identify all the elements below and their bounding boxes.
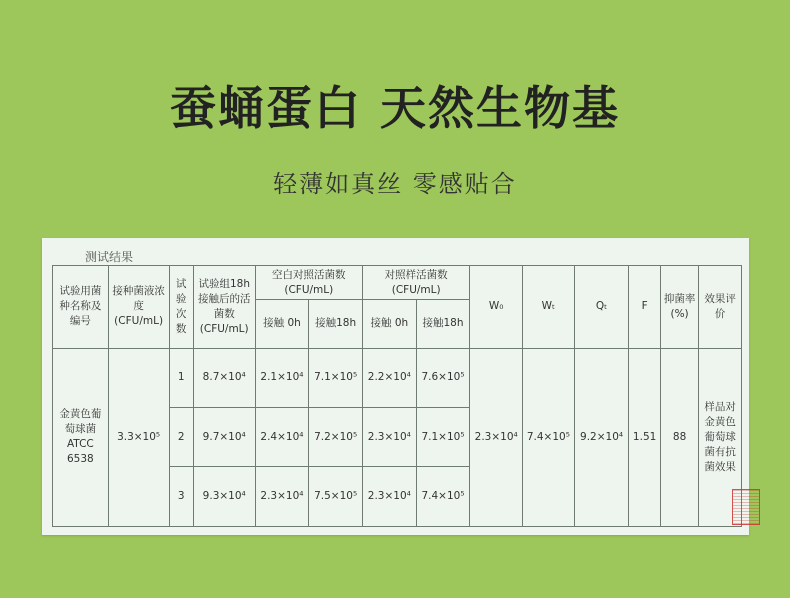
- trial-cell: 2: [169, 408, 193, 467]
- control-18h-cell: 7.4×10⁵: [416, 467, 470, 527]
- control-0h-cell: 2.3×10⁴: [362, 408, 416, 467]
- blank-0h-cell: 2.1×10⁴: [255, 348, 309, 407]
- header-control-18h: 接触18h: [416, 300, 470, 348]
- header-blank-18h: 接触18h: [309, 300, 363, 348]
- header-inhibition: 抑菌率(%): [660, 266, 699, 349]
- blank-0h-cell: 2.3×10⁴: [255, 467, 309, 527]
- inhibition-cell: 88: [660, 348, 699, 526]
- test-count-cell: 9.7×10⁴: [193, 408, 255, 467]
- table-row: [53, 348, 742, 407]
- report-heading: 测试结果: [85, 250, 134, 264]
- control-0h-cell: 2.3×10⁴: [362, 467, 416, 527]
- control-18h-cell: 7.1×10⁵: [416, 408, 470, 467]
- header-evaluation: 效果评价: [699, 266, 742, 349]
- header-control-group: 对照样活菌数(CFU/mL): [362, 266, 469, 300]
- header-f: F: [629, 266, 660, 349]
- header-trial: 试验次数: [169, 266, 193, 349]
- header-strain: 试验用菌种名称及编号: [53, 266, 109, 349]
- header-concentration: 接种菌液浓度(CFU/mL): [108, 266, 169, 349]
- header-test-group: 试验组18h接触后的活菌数(CFU/mL): [193, 266, 255, 349]
- red-stamp-icon: [732, 489, 760, 525]
- test-count-cell: 9.3×10⁴: [193, 467, 255, 527]
- f-cell: 1.51: [629, 348, 660, 526]
- header-qt: Qₜ: [574, 266, 629, 349]
- test-report-document: [42, 238, 749, 535]
- control-0h-cell: 2.2×10⁴: [362, 348, 416, 407]
- header-blank-group: 空白对照活菌数(CFU/mL): [255, 266, 362, 300]
- test-count-cell: 8.7×10⁴: [193, 348, 255, 407]
- header-blank-0h: 接触 0h: [255, 300, 309, 348]
- blank-18h-cell: 7.2×10⁵: [309, 408, 363, 467]
- trial-cell: 1: [169, 348, 193, 407]
- header-wt: Wₜ: [523, 266, 575, 349]
- header-w0: W₀: [470, 266, 523, 349]
- header-control-0h: 接触 0h: [362, 300, 416, 348]
- blank-18h-cell: 7.5×10⁵: [309, 467, 363, 527]
- blank-18h-cell: 7.1×10⁵: [309, 348, 363, 407]
- w0-cell: 2.3×10⁴: [470, 348, 523, 526]
- banner-title: 蚕蛹蛋白 天然生物基: [169, 81, 620, 135]
- qt-cell: 9.2×10⁴: [574, 348, 629, 526]
- results-table: [52, 265, 742, 527]
- blank-0h-cell: 2.4×10⁴: [255, 408, 309, 467]
- evaluation-cell: 样品对金黄色葡萄球菌有抗菌效果: [699, 348, 742, 526]
- concentration-cell: 3.3×10⁵: [108, 348, 169, 526]
- banner-subtitle: 轻薄如真丝 零感贴合: [273, 170, 517, 198]
- header-row-1: [53, 266, 742, 300]
- trial-cell: 3: [169, 467, 193, 527]
- wt-cell: 7.4×10⁵: [523, 348, 575, 526]
- control-18h-cell: 7.6×10⁵: [416, 348, 470, 407]
- strain-cell: 金黄色葡萄球菌ATCC 6538: [53, 348, 109, 526]
